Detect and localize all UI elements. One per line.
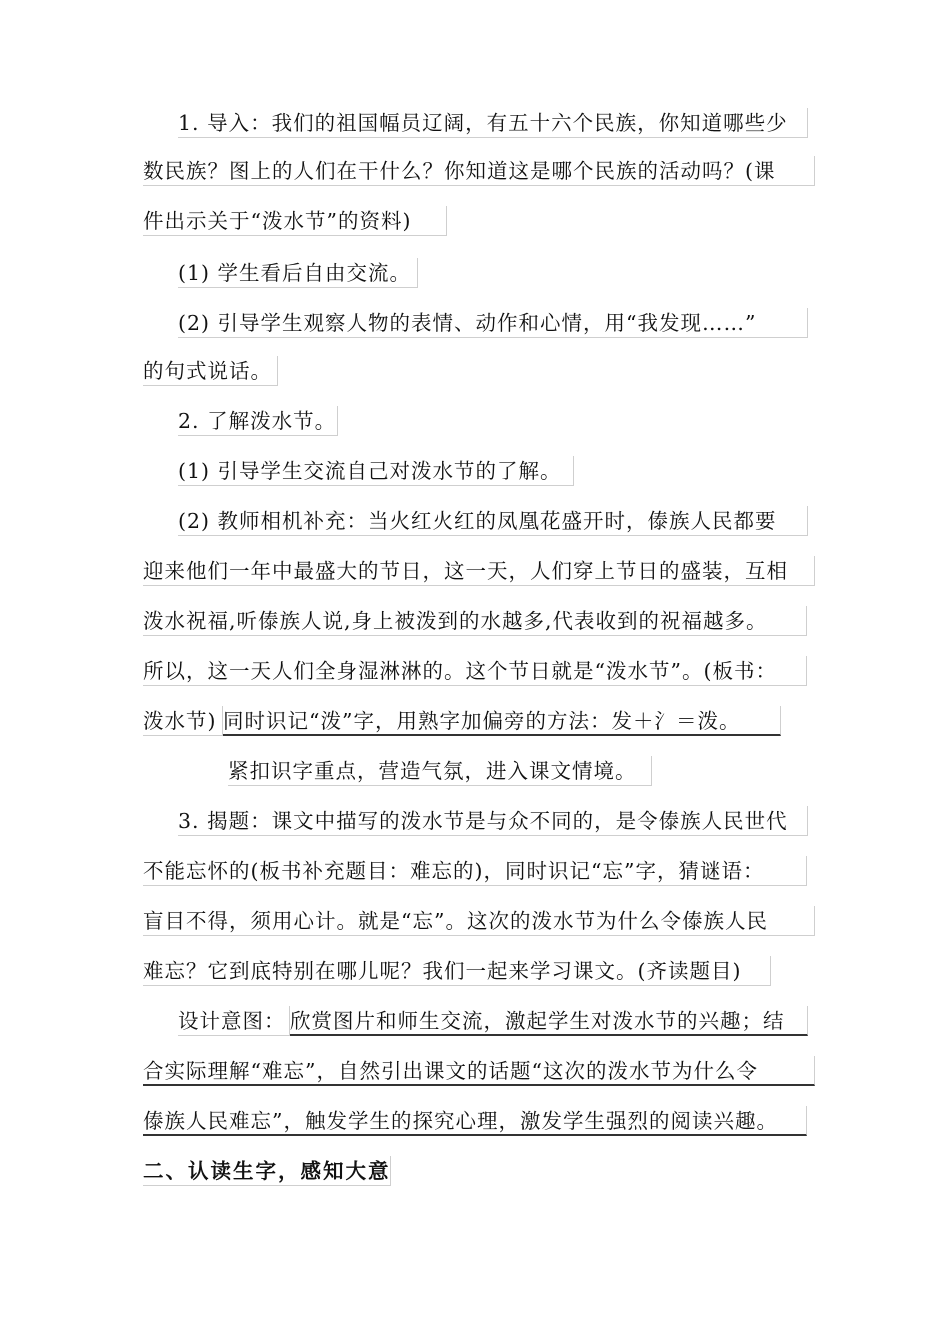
text-line: 欣赏图片和师生交流，激起学生对泼水节的兴趣；结 xyxy=(290,1006,808,1036)
text-line: 数民族？图上的人们在干什么？你知道这是哪个民族的活动吗？(课 xyxy=(143,156,815,186)
text-line: 3. 揭题：课文中描写的泼水节是与众不同的，是令傣族人民世代 xyxy=(178,806,808,836)
text-line: 件出示关于“泼水节”的资料) xyxy=(143,206,447,236)
text-line: (1) 学生看后自由交流。 xyxy=(178,258,418,288)
section-heading: 二、认读生字，感知大意 xyxy=(143,1156,391,1186)
text-line: (2) 教师相机补充：当火红火红的凤凰花盛开时，傣族人民都要 xyxy=(178,506,808,536)
text-line: (1) 引导学生交流自己对泼水节的了解。 xyxy=(178,456,574,486)
text-line: 泼水祝福,听傣族人说,身上被泼到的水越多,代表收到的祝福越多。 xyxy=(143,606,807,636)
text-line: 的句式说话。 xyxy=(143,356,278,386)
text-line: 紧扣识字重点，营造气氛，进入课文情境。 xyxy=(228,756,652,786)
text-line: 傣族人民难忘”，触发学生的探究心理，激发学生强烈的阅读兴趣。 xyxy=(143,1106,807,1136)
text-line: 设计意图： xyxy=(178,1006,290,1036)
text-line: 合实际理解“难忘”，自然引出课文的话题“这次的泼水节为什么令 xyxy=(143,1056,815,1086)
text-line: 难忘？它到底特别在哪儿呢？我们一起来学习课文。(齐读题目) xyxy=(143,956,771,986)
text-line: 泼水节) xyxy=(143,706,223,736)
text-line: 迎来他们一年中最盛大的节日，这一天，人们穿上节日的盛装，互相 xyxy=(143,556,815,586)
text-line: 所以，这一天人们全身湿淋淋的。这个节日就是“泼水节”。(板书： xyxy=(143,656,807,686)
text-line: 不能忘怀的(板书补充题目：难忘的)，同时识记“忘”字，猜谜语： xyxy=(143,856,807,886)
text-line: 盲目不得，须用心计。就是“忘”。这次的泼水节为什么令傣族人民 xyxy=(143,906,815,936)
text-line: (2) 引导学生观察人物的表情、动作和心情，用“我发现……” xyxy=(178,308,808,338)
text-line: 2. 了解泼水节。 xyxy=(178,406,338,436)
text-line: 同时识记“泼”字，用熟字加偏旁的方法：发＋氵＝泼。 xyxy=(223,706,781,736)
text-line: 1. 导入：我们的祖国幅员辽阔，有五十六个民族，你知道哪些少 xyxy=(178,108,808,138)
